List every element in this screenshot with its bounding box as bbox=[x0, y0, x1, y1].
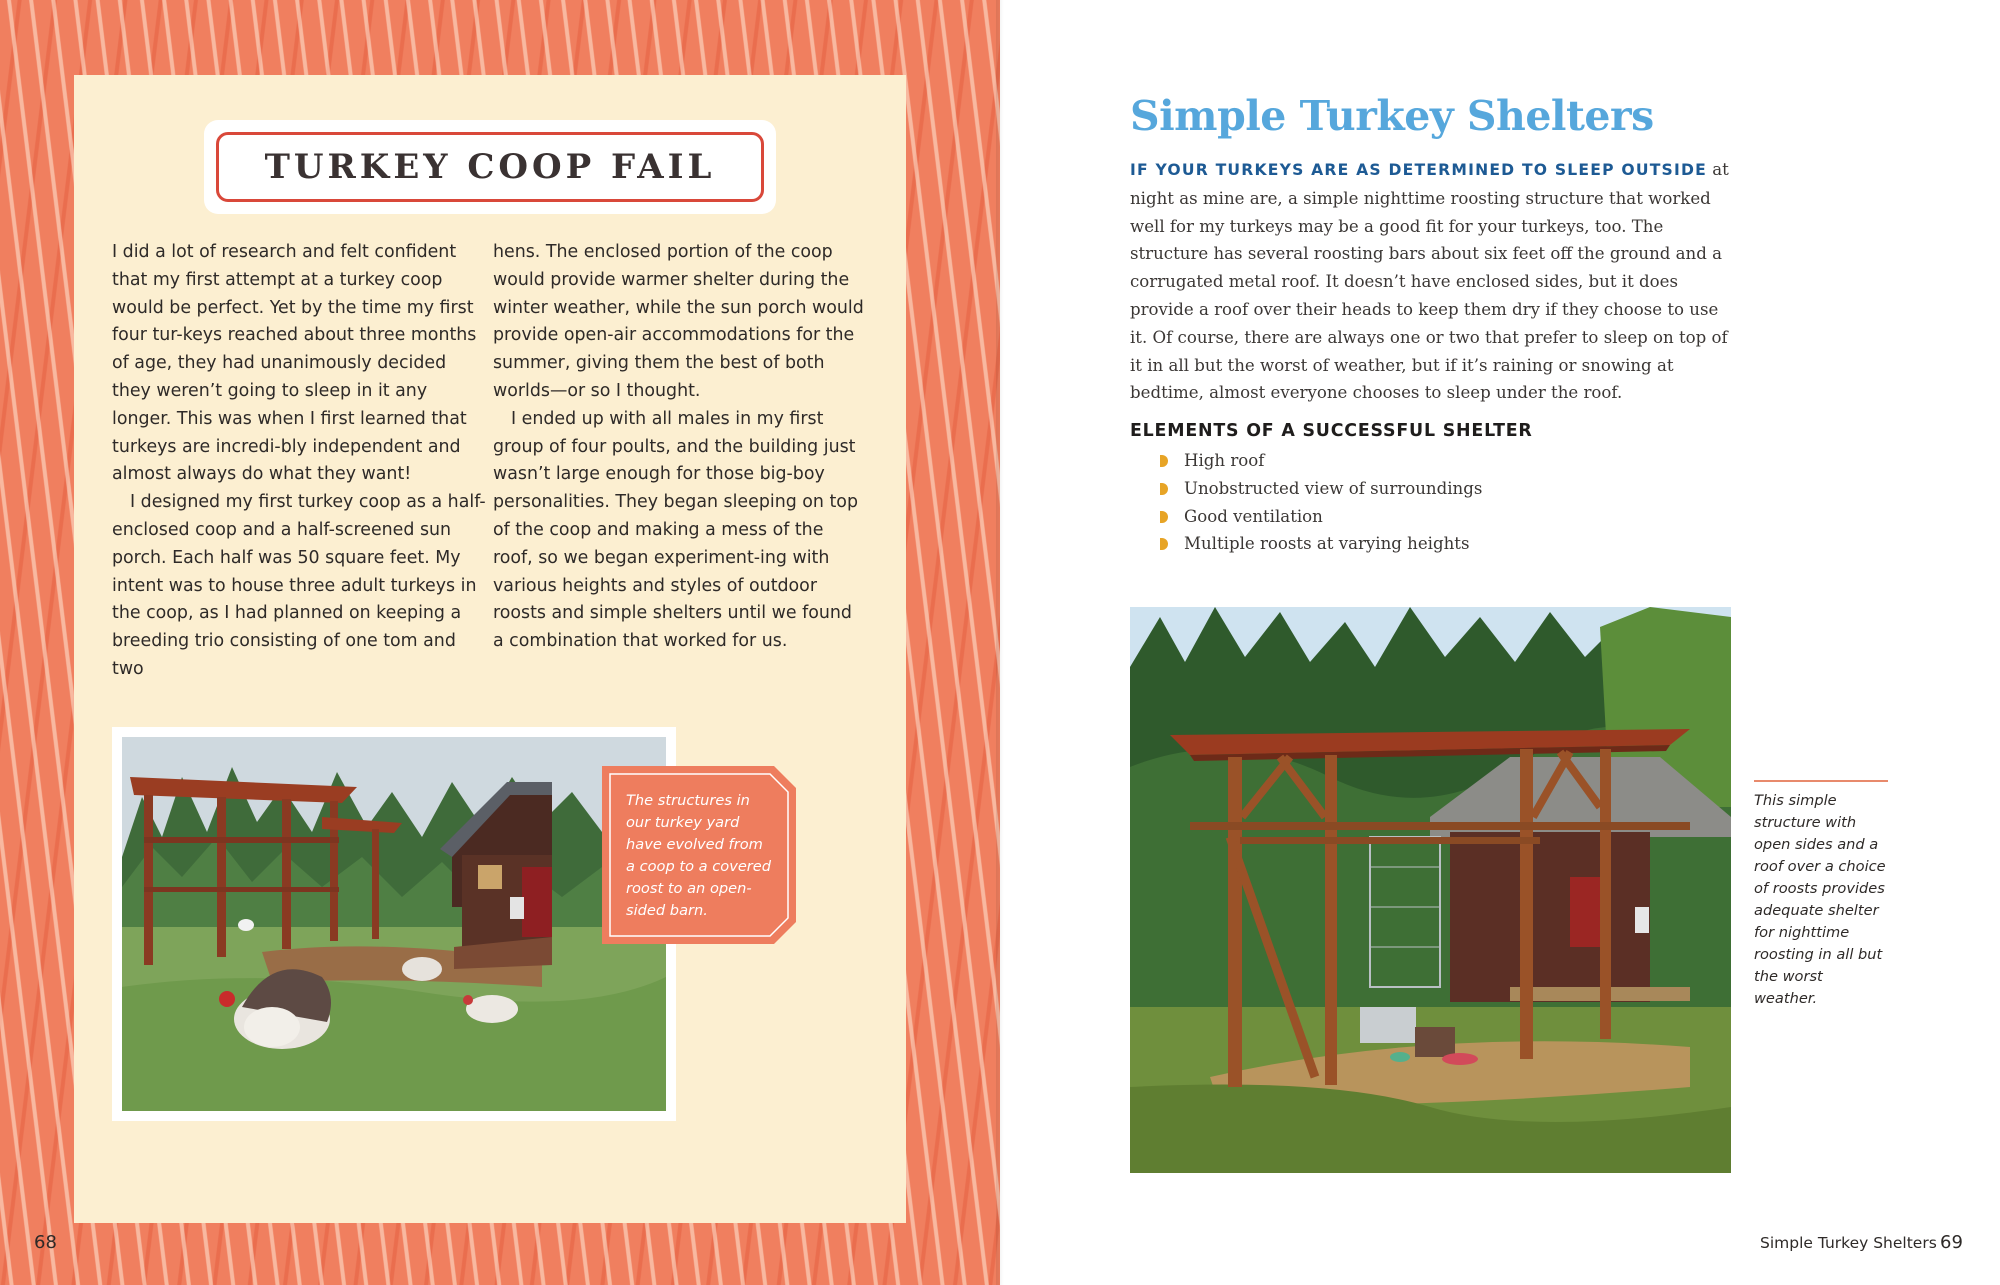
sidebar-title-plate bbox=[204, 120, 776, 214]
half-circle-bullet-icon bbox=[1160, 455, 1168, 467]
lead-in-text: IF YOUR TURKEYS ARE AS DETERMINED TO SLEEP OUTSIDE bbox=[1130, 161, 1707, 179]
sidebar-paragraph: hens. The enclosed portion of the coop would provide warmer shelter during the winter weather, while the sun porch would provide open-air accommodations for the summer, giving them the best of both worlds—or so I thought. bbox=[493, 242, 864, 401]
shelter-photo bbox=[1130, 607, 1731, 1173]
running-head: Simple Turkey Shelters bbox=[1760, 1234, 1937, 1252]
photo-caption-tag bbox=[602, 766, 796, 944]
sidebar-column-1 bbox=[112, 239, 487, 684]
sidebar-title: TURKEY COOP FAIL bbox=[264, 147, 716, 187]
turkey-yard-photo bbox=[122, 737, 666, 1111]
list-item bbox=[1160, 447, 1482, 475]
turkey-yard-illustration bbox=[122, 737, 666, 1111]
shelter-illustration bbox=[1130, 607, 1731, 1173]
half-circle-bullet-icon bbox=[1160, 483, 1168, 495]
list-item-text: Good ventilation bbox=[1184, 506, 1323, 526]
elements-list bbox=[1160, 447, 1482, 558]
list-item-text: Unobstructed view of surroundings bbox=[1184, 478, 1483, 498]
list-item-text: High roof bbox=[1184, 451, 1265, 470]
page-heading: Simple Turkey Shelters bbox=[1130, 92, 1654, 140]
right-page bbox=[1000, 0, 2000, 1285]
sidebar-title-border bbox=[216, 132, 764, 202]
elements-subheading: ELEMENTS OF A SUCCESSFUL SHELTER bbox=[1130, 421, 1533, 441]
sidebar-paragraph: I designed my first turkey coop as a half-enclosed coop and a half-screened sun porch. Each half was 50 square feet. My intent was to house three adult turkeys in the coop, as I had planned on keeping a breeding trio consisting of one tom and two bbox=[112, 492, 486, 679]
photo-caption: The structures in our turkey yard have evolved from a coop to a covered roost to an open-sided barn. bbox=[626, 792, 772, 919]
sidebar-box bbox=[74, 75, 906, 1223]
body-paragraph-text: at night as mine are, a simple nighttime roosting structure that worked well for my turkeys may be a good fit for your turkeys, too. The structure has several roosting bars about six feet off the ground and a corrugated metal roof. It doesn’t have enclosed sides, but it does provide a roof over their heads to keep them dry if they choose to use it. Of course, there are always one or two that prefer to sleep on top of it in all but the worst of weather, but if it’s raining or snowing at bedtime, almost everyone chooses to sleep under the roof. bbox=[1130, 160, 1729, 403]
sidebar-column-2 bbox=[493, 239, 868, 656]
half-circle-bullet-icon bbox=[1160, 511, 1168, 523]
sidebar-paragraph: I ended up with all males in my first group of four poults, and the building just wasn’t large enough for those big-boy personalities. They began sleeping on top of the coop and making a mess of the roof, so we began experiment-ing with various heights and styles of outdoor roosts and simple shelters until we found a combination that worked for us. bbox=[493, 408, 858, 652]
list-item-text: Multiple roosts at varying heights bbox=[1184, 534, 1470, 554]
list-item bbox=[1160, 475, 1482, 503]
body-paragraph bbox=[1130, 156, 1730, 407]
body-text bbox=[1130, 156, 1730, 407]
page-number-right: 69 bbox=[1940, 1232, 1963, 1253]
list-item bbox=[1160, 503, 1482, 531]
list-item bbox=[1160, 530, 1482, 558]
shelter-photo-caption: This simple structure with open sides and a roof over a choice of roosts provides adequate shelter for nighttime roosting in all but the worst weather. bbox=[1754, 780, 1888, 1010]
page-number-left: 68 bbox=[34, 1232, 57, 1253]
half-circle-bullet-icon bbox=[1160, 538, 1168, 550]
sidebar-paragraph: I did a lot of research and felt confident that my first attempt at a turkey coop would be perfect. Yet by the time my first four tur-keys reached about three months of age, they had unanimously decided they weren’t going to sleep in it any longer. This was when I first learned that turkeys are incredi-bly independent and almost always do what they want! bbox=[112, 242, 477, 485]
turkey-yard-photo-frame bbox=[112, 727, 676, 1121]
